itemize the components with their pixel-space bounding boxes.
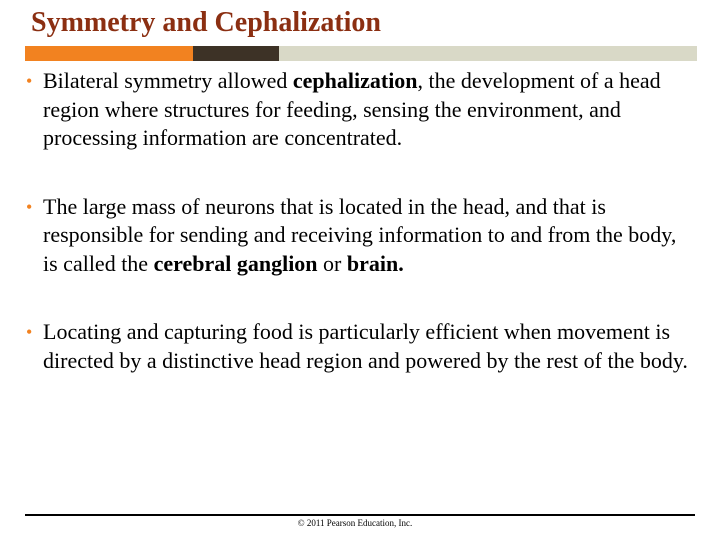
bullet-text-bold: cerebral ganglion	[153, 250, 318, 276]
title-accent-bar-beige	[279, 46, 697, 61]
title-accent-bar-orange	[25, 46, 193, 61]
bullet-icon: •	[26, 322, 33, 342]
slide-title: Symmetry and Cephalization	[31, 7, 381, 38]
footer-divider	[25, 514, 695, 516]
bullet-text-segment: The large mass of neurons that is located in the head, and that is responsible for sending and receiving information to and from the body, is called the	[43, 193, 677, 276]
bullet-text-bold: cephalization	[292, 68, 418, 93]
bullet-item-cephalization	[26, 67, 696, 153]
bullet-list	[26, 67, 696, 375]
bullet-text	[43, 68, 661, 150]
bullet-text-segment: , the development of a head region where structures for feeding, sensing the environment, and processing information are concentrated.	[43, 68, 661, 150]
bullet-text-bold: brain.	[346, 250, 404, 276]
bullet-item-food	[26, 318, 696, 375]
bullet-text: Locating and capturing food is particularly efficient when movement is directed by a distinctive head region and powered by the rest of the body.	[43, 319, 688, 373]
bullet-text	[43, 194, 676, 276]
bullet-icon: •	[26, 196, 33, 217]
bullet-icon: •	[26, 71, 33, 91]
bullet-item-brain	[26, 193, 696, 279]
bullet-text-segment: Bilateral symmetry allowed	[43, 68, 293, 93]
bullet-text-segment: or	[317, 250, 347, 276]
copyright-notice: © 2011 Pearson Education, Inc.	[297, 518, 413, 528]
title-accent-bar-dark	[193, 46, 279, 61]
